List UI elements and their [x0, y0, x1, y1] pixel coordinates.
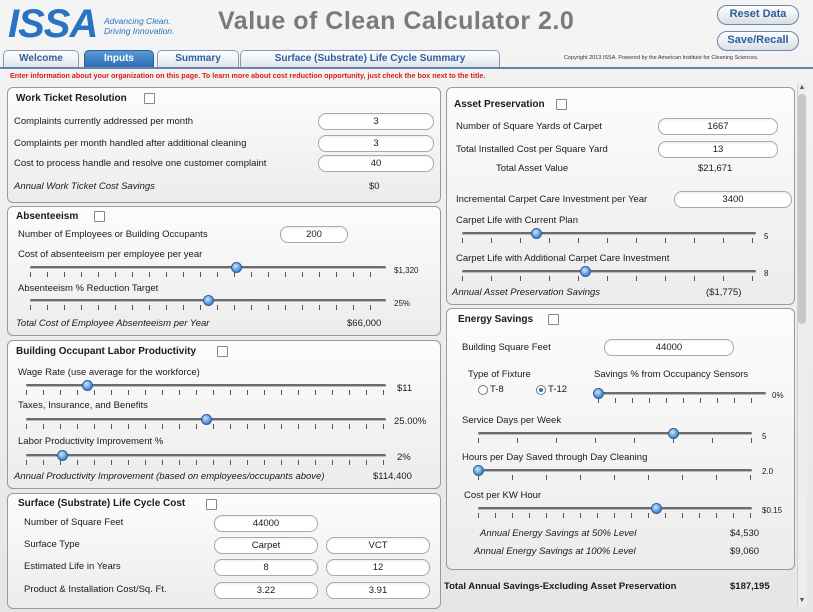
absenteeism-panel: [7, 206, 441, 336]
instruction-text: Enter information about your organization on this page. To learn more about cost reduction opportunity, just check the box next to the title.: [10, 71, 486, 80]
day-cleaning-hours-slider-track[interactable]: [478, 469, 752, 472]
productivity-savings-value: $114,400: [373, 471, 412, 482]
kw-cost-label: Cost per KW Hour: [464, 490, 542, 501]
occupancy-sensors-slider-ticks: [598, 398, 766, 403]
service-days-label: Service Days per Week: [462, 415, 562, 426]
productivity-panel: [7, 340, 441, 489]
productivity-title: Building Occupant Labor Productivity: [16, 346, 197, 357]
logo-tagline-line-2: Driving Innovation.: [104, 26, 175, 36]
absenteeism-cost-slider-ticks: [30, 272, 386, 277]
total-asset-value: $21,671: [698, 163, 733, 174]
service-days-slider-track[interactable]: [478, 432, 752, 435]
app-title: Value of Clean Calculator 2.0: [218, 7, 575, 35]
productivity-improvement-label: Labor Productivity Improvement %: [18, 436, 164, 447]
productivity-improvement-value: 2%: [397, 452, 411, 463]
installed-cost-input[interactable]: 13: [658, 141, 778, 158]
carpet-life-additional-slider-ticks: [462, 276, 756, 281]
asset-checkbox[interactable]: [556, 99, 567, 110]
tab-divider: [0, 67, 813, 69]
productivity-improvement-slider-thumb[interactable]: [57, 450, 68, 461]
surface-checkbox[interactable]: [206, 499, 217, 510]
occupancy-sensors-value: 0%: [772, 391, 784, 400]
tab-summary[interactable]: Summary: [157, 50, 239, 67]
day-cleaning-hours-slider-thumb[interactable]: [473, 465, 484, 476]
total-asset-value-label: Total Asset Value: [496, 163, 569, 174]
installation-cost-a-input[interactable]: 3.22: [214, 582, 318, 599]
total-savings-value: $187,195: [730, 581, 770, 592]
surface-type-b-select[interactable]: VCT: [326, 537, 430, 554]
complaint-cost-label: Cost to process handle and resolve one customer complaint: [14, 158, 267, 169]
absenteeism-total-value: $66,000: [347, 318, 382, 329]
fixture-t8-label: T-8: [490, 384, 504, 395]
occupancy-sensors-label: Savings % from Occupancy Sensors: [594, 369, 749, 380]
energy-checkbox[interactable]: [548, 314, 559, 325]
carpet-life-additional-label: Carpet Life with Additional Carpet Care Investment: [456, 253, 670, 264]
fixture-t12-radio[interactable]: [536, 385, 546, 395]
total-savings-label: Total Annual Savings-Excluding Asset Preservation: [444, 581, 677, 592]
installation-cost-b-input[interactable]: 3.91: [326, 582, 430, 599]
complaints-handled-label: Complaints per month handled after additional cleaning: [14, 138, 247, 149]
incremental-investment-input[interactable]: 3400: [674, 191, 792, 208]
absenteeism-title: Absenteeism: [16, 211, 79, 222]
wage-rate-slider-track[interactable]: [26, 384, 386, 387]
complaints-handled-input[interactable]: 3: [318, 135, 434, 152]
productivity-improvement-slider-track[interactable]: [26, 454, 386, 457]
tab-inputs[interactable]: Inputs: [84, 50, 154, 67]
energy-100-label: Annual Energy Savings at 100% Level: [474, 546, 636, 557]
productivity-improvement-slider-ticks: [26, 460, 386, 465]
absenteeism-cost-value: $1,320: [394, 266, 419, 275]
surface-sqft-label: Number of Square Feet: [24, 517, 124, 528]
productivity-checkbox[interactable]: [217, 346, 228, 357]
logo: ISSA: [8, 2, 98, 46]
employees-input[interactable]: 200: [280, 226, 348, 243]
installed-cost-label: Total Installed Cost per Square Yard: [456, 144, 608, 155]
building-sqft-label: Building Square Feet: [462, 342, 551, 353]
asset-savings-value: ($1,775): [706, 287, 742, 298]
occupancy-sensors-slider-thumb[interactable]: [593, 388, 604, 399]
logo-tagline: [104, 16, 184, 36]
surface-type-label: Surface Type: [24, 539, 80, 550]
scrollbar-thumb[interactable]: [798, 94, 806, 324]
carpet-life-current-value: 5: [764, 232, 769, 241]
surface-sqft-input[interactable]: 44000: [214, 515, 318, 532]
service-days-value: 5: [762, 432, 767, 441]
carpet-life-additional-value: 8: [764, 269, 769, 278]
taxes-value: 25.00%: [394, 416, 427, 427]
copyright-notice: Copyright 2013 ISSA. Powered by the American Institute for Cleaning Sciences.: [564, 55, 759, 61]
fixture-t12-label: T-12: [548, 384, 568, 395]
wage-rate-slider-ticks: [26, 390, 386, 395]
kw-cost-slider-ticks: [478, 513, 752, 518]
reset-data-button[interactable]: Reset Data: [717, 5, 799, 25]
wage-rate-value: $11: [397, 383, 413, 394]
tab-welcome[interactable]: Welcome: [3, 50, 79, 67]
work-ticket-checkbox[interactable]: [144, 93, 155, 104]
absenteeism-target-value: 25%: [394, 299, 411, 308]
day-cleaning-hours-label: Hours per Day Saved through Day Cleaning: [462, 452, 648, 463]
surface-title: Surface (Substrate) Life Cycle Cost: [18, 498, 186, 509]
energy-100-value: $9,060: [730, 546, 760, 557]
surface-type-a-select[interactable]: Carpet: [214, 537, 318, 554]
asset-title: Asset Preservation: [454, 99, 545, 110]
carpet-life-additional-slider-track[interactable]: [462, 270, 756, 273]
carpet-life-current-slider-track[interactable]: [462, 232, 756, 235]
estimated-life-b-input[interactable]: 12: [326, 559, 430, 576]
building-sqft-input[interactable]: 44000: [604, 339, 734, 356]
energy-50-value: $4,530: [730, 528, 760, 539]
absenteeism-cost-label: Cost of absenteeism per employee per year: [18, 249, 203, 260]
fixture-t8-radio[interactable]: [478, 385, 488, 395]
save-recall-button[interactable]: Save/Recall: [717, 31, 799, 51]
day-cleaning-hours-value: 2.0: [762, 467, 774, 476]
carpet-yards-label: Number of Square Yards of Carpet: [456, 121, 602, 132]
tab-surface-life-cycle-summary[interactable]: Surface (Substrate) Life Cycle Summary: [240, 50, 500, 67]
installation-cost-label: Product & Installation Cost/Sq. Ft.: [24, 584, 167, 595]
complaints-addressed-input[interactable]: 3: [318, 113, 434, 130]
productivity-savings-label: Annual Productivity Improvement (based on employees/occupants above): [14, 471, 325, 482]
carpet-yards-input[interactable]: 1667: [658, 118, 778, 135]
scroll-down-arrow-icon[interactable]: ▼: [798, 597, 806, 604]
wage-rate-label: Wage Rate (use average for the workforce): [18, 367, 200, 378]
energy-50-label: Annual Energy Savings at 50% Level: [480, 528, 637, 539]
logo-tagline-line-1: Advancing Clean.: [104, 16, 171, 26]
asset-savings-label: Annual Asset Preservation Savings: [452, 287, 601, 298]
energy-title: Energy Savings: [458, 314, 534, 325]
carpet-life-current-slider-ticks: [462, 238, 756, 243]
occupancy-sensors-slider-track[interactable]: [598, 392, 766, 395]
carpet-life-current-slider-thumb[interactable]: [531, 228, 542, 239]
fixture-type-label: Type of Fixture: [468, 369, 531, 380]
absenteeism-target-slider-thumb[interactable]: [203, 295, 214, 306]
complaints-addressed-label: Complaints currently addressed per month: [14, 116, 194, 127]
kw-cost-slider-track[interactable]: [478, 507, 752, 510]
work-ticket-savings-label: Annual Work Ticket Cost Savings: [14, 181, 155, 192]
carpet-life-current-label: Carpet Life with Current Plan: [456, 215, 578, 226]
day-cleaning-hours-slider-ticks: [478, 475, 752, 480]
service-days-slider-thumb[interactable]: [668, 428, 679, 439]
estimated-life-label: Estimated Life in Years: [24, 561, 121, 572]
taxes-slider-thumb[interactable]: [201, 414, 212, 425]
estimated-life-a-input[interactable]: 8: [214, 559, 318, 576]
employees-label: Number of Employees or Building Occupants: [18, 229, 208, 240]
scroll-up-arrow-icon[interactable]: ▲: [798, 84, 806, 91]
absenteeism-checkbox[interactable]: [94, 211, 105, 222]
work-ticket-title: Work Ticket Resolution: [16, 93, 127, 104]
work-ticket-savings-value: $0: [369, 181, 380, 192]
complaint-cost-input[interactable]: 40: [318, 155, 434, 172]
absenteeism-cost-slider-track[interactable]: [30, 266, 386, 269]
service-days-slider-ticks: [478, 438, 752, 443]
absenteeism-total-label: Total Cost of Employee Absenteeism per Year: [16, 318, 210, 329]
incremental-investment-label: Incremental Carpet Care Investment per Year: [456, 194, 648, 205]
absenteeism-target-label: Absenteeism % Reduction Target: [18, 283, 159, 294]
kw-cost-value: $0.15: [762, 506, 783, 515]
taxes-label: Taxes, Insurance, and Benefits: [18, 400, 148, 411]
